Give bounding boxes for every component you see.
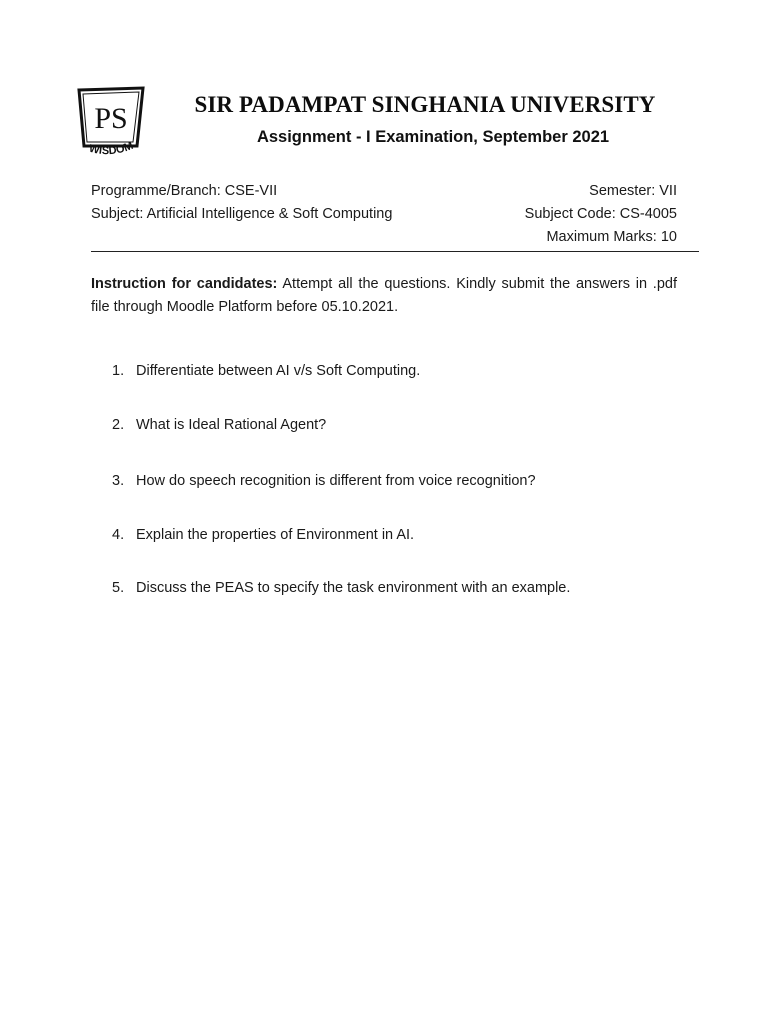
meta-row-subject (91, 206, 677, 222)
instruction-label: Instruction for candidates: (91, 276, 278, 292)
question-text: Differentiate between AI v/s Soft Computing. (136, 363, 421, 379)
question-text: Explain the properties of Environment in AI. (136, 527, 415, 543)
question-item (112, 363, 692, 379)
question-item (112, 527, 692, 543)
question-number: 5. (112, 580, 125, 596)
question-number: 1. (112, 363, 125, 379)
question-text: What is Ideal Rational Agent? (136, 417, 327, 433)
meta-row-programme (91, 183, 677, 199)
maximum-marks: Maximum Marks: 10 (546, 229, 677, 245)
subject-code: Subject Code: CS-4005 (524, 206, 677, 222)
programme-branch: Programme/Branch: CSE-VII (91, 183, 278, 199)
question-item (112, 417, 692, 433)
instruction-paragraph (91, 273, 677, 319)
instruction-text: Attempt all the questions. Kindly submit the answers in .pdf file through Moodle Platform before 05.10.2021. (91, 276, 677, 315)
semester: Semester: VII (589, 183, 677, 199)
logo-motto: WISDOM (87, 139, 135, 158)
question-item (112, 473, 692, 489)
exam-title: Assignment - I Examination, September 2021 (256, 128, 610, 146)
question-number: 4. (112, 527, 125, 543)
question-number: 2. (112, 417, 125, 433)
question-item (112, 580, 692, 596)
question-number: 3. (112, 473, 125, 489)
meta-row-marks (91, 229, 677, 245)
subject: Subject: Artificial Intelligence & Soft Computing (91, 206, 393, 222)
logo-letters: PS (94, 102, 128, 135)
university-name: SIR PADAMPAT SINGHANIA UNIVERSITY (194, 92, 656, 117)
question-text: How do speech recognition is different from voice recognition? (136, 473, 536, 489)
university-logo (74, 86, 148, 162)
question-text: Discuss the PEAS to specify the task environment with an example. (136, 580, 571, 596)
header-divider (91, 251, 699, 252)
